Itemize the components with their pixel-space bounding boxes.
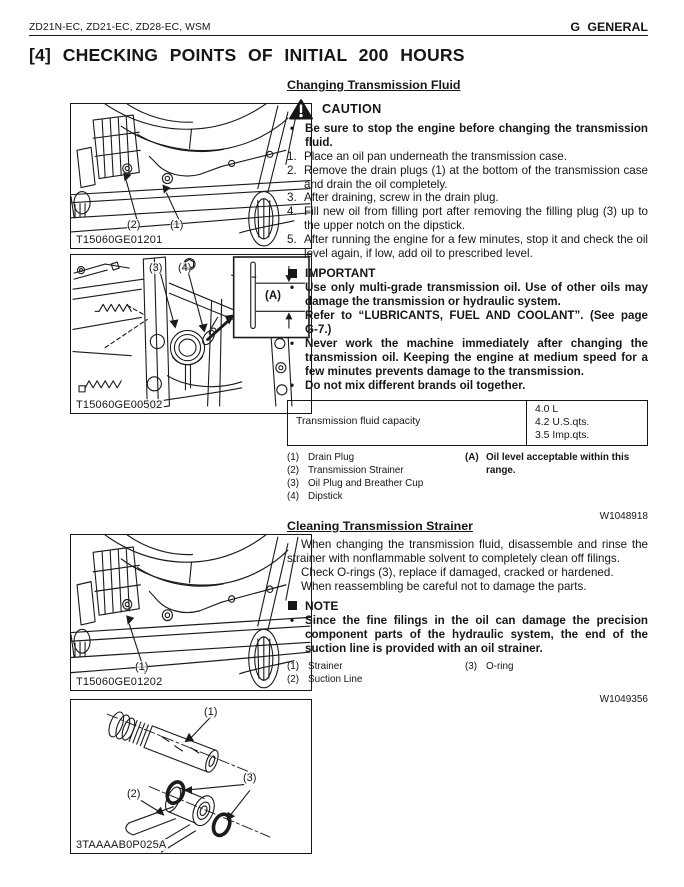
callout-label: (1): [135, 661, 149, 673]
capacity-values-cell: [527, 400, 648, 445]
legend-text: Oil Plug and Breather Cup: [308, 477, 424, 489]
square-marker-icon: [288, 269, 297, 278]
legend-item: [287, 464, 465, 477]
legend-item: [287, 660, 465, 673]
capacity-us-qts: 4.2 U.S.qts.: [535, 416, 590, 428]
strainer-diagram: [71, 700, 311, 853]
parts-legend: [287, 660, 648, 686]
capacity-liters: 4.0 L: [535, 403, 559, 415]
legend-number: (A): [465, 451, 479, 463]
paragraph: When changing the transmission fluid, disassemble and rinse the strainer with nonflammable solvent to completely clean off filings.: [287, 537, 648, 565]
callout-label: (4): [178, 262, 192, 274]
step-item: [287, 150, 648, 164]
legend-text: Transmission Strainer: [308, 464, 404, 476]
legend-number: (2): [287, 673, 300, 685]
section-cleaning-transmission-strainer: [287, 519, 648, 706]
important-text-sub: Refer to “LUBRICANTS, FUEL AND COOLANT”. (See page G-7.): [305, 309, 648, 337]
bullet-marker: [287, 281, 305, 337]
paragraph: When reassembling be careful not to damage the parts.: [301, 579, 587, 593]
bullet-marker: [287, 614, 305, 656]
filling-port-diagram: [71, 255, 311, 413]
figure-code: T15060GE01201: [76, 234, 163, 246]
header-model-codes: ZD21N-EC, ZD21-EC, ZD28-EC, WSM: [29, 22, 211, 33]
important-label: IMPORTANT: [305, 265, 376, 280]
important-header: [288, 266, 648, 280]
legend-right-column: [465, 451, 641, 503]
note-item: [287, 614, 648, 656]
legend-text: Dipstick: [308, 490, 343, 502]
legend-right-column: [465, 660, 641, 686]
section-heading: Cleaning Transmission Strainer: [287, 519, 473, 533]
callout-label-range: (A): [265, 290, 281, 302]
callout-label: (2): [127, 788, 141, 800]
step-item: [287, 164, 648, 192]
figure-strainer-parts: [70, 699, 312, 854]
important-item: [287, 379, 648, 393]
caution-label: CAUTION: [322, 101, 382, 116]
legend-left-column: [287, 451, 465, 503]
square-marker-icon: [288, 601, 297, 610]
caution-item: [287, 122, 648, 150]
step-number: 3.: [287, 191, 297, 205]
step-number: 5.: [287, 233, 297, 247]
important-text: Never work the machine immediately after changing the transmission oil. Keeping the engine at medium speed for a few minutes prevents damage to the transmission.: [305, 336, 648, 378]
important-text: Do not mix different brands oil together.: [305, 378, 526, 392]
caution-header: [289, 99, 648, 120]
note-header: [288, 599, 648, 613]
step-number: 2.: [287, 163, 297, 177]
legend-text: Drain Plug: [308, 451, 355, 463]
parts-legend: [287, 451, 648, 503]
underside-diagram: [71, 535, 311, 690]
figure-filling-plug-dipstick: [70, 254, 312, 414]
legend-left-column: [287, 660, 465, 686]
bullet-marker: [287, 379, 305, 393]
callout-label: (3): [243, 772, 257, 784]
legend-item: [287, 673, 465, 686]
legend-item: [287, 451, 465, 464]
figure-drain-plug: [70, 534, 312, 691]
important-item: [287, 337, 648, 379]
paragraph: Check O-rings (3), replace if damaged, cracked or hardened.: [301, 565, 614, 579]
step-text: Remove the drain plugs (1) at the bottom of the transmission case and drain the oil completely.: [304, 163, 648, 191]
step-item: [287, 191, 648, 205]
capacity-table: [287, 400, 648, 446]
step-text: Place an oil pan underneath the transmission case.: [304, 149, 567, 163]
step-text: After draining, screw in the drain plug.: [304, 191, 499, 205]
note-text: Since the fine filings in the oil can damage the precision component parts of the hydraulic system, the end of the suction line is provided with an oil strainer.: [305, 613, 648, 655]
caution-text: Be sure to stop the engine before changing the transmission fluid.: [305, 121, 648, 149]
legend-number: (3): [465, 660, 478, 672]
legend-text: Suction Line: [308, 673, 363, 685]
callout-label: (1): [170, 219, 184, 231]
underside-diagram: [71, 104, 311, 248]
reference-code: W1048918: [599, 510, 648, 522]
capacity-label-cell: Transmission fluid capacity: [288, 400, 527, 445]
section-changing-transmission-fluid: [287, 78, 648, 523]
note-label: NOTE: [305, 598, 339, 613]
legend-text: Oil level acceptable within this range.: [486, 451, 630, 476]
figure-code: 3TAAAAB0P025A: [76, 839, 167, 851]
reference-code: W1049356: [599, 693, 648, 705]
step-item: [287, 233, 648, 261]
callout-label: (3): [149, 262, 163, 274]
important-item: [287, 281, 648, 337]
legend-number: (1): [287, 660, 300, 672]
callout-label: (1): [204, 706, 218, 718]
header-section-label: G GENERAL: [570, 20, 648, 34]
page-title: [4] CHECKING POINTS OF INITIAL 200 HOURS: [29, 45, 465, 65]
legend-item: [287, 477, 465, 490]
important-text-main: Use only multi-grade transmission oil. Use of other oils may damage the transmission or hydraulic system.: [305, 281, 648, 309]
bullet-marker: [287, 337, 305, 379]
step-item: [287, 205, 648, 233]
caution-triangle-icon: [289, 99, 313, 120]
callout-label: (2): [127, 219, 141, 231]
step-number: 1.: [287, 149, 297, 163]
figure-code: T15060GE00502: [76, 399, 163, 411]
legend-text: O-ring: [486, 660, 514, 672]
step-number: 4.: [287, 205, 297, 219]
legend-text: Strainer: [308, 660, 343, 672]
legend-item: [465, 660, 641, 673]
legend-number: (3): [287, 477, 300, 489]
legend-item: [465, 451, 641, 477]
capacity-imp-qts: 3.5 Imp.qts.: [535, 430, 590, 442]
table-row: [288, 400, 648, 445]
important-text: [305, 281, 648, 337]
step-text: After running the engine for a few minutes, stop it and check the oil level again, if low, add oil to prescribed level.: [304, 233, 648, 261]
legend-number: (1): [287, 451, 300, 463]
legend-number: (2): [287, 464, 300, 476]
legend-number: (4): [287, 490, 300, 502]
figure-drain-plugs: [70, 103, 312, 249]
step-text: Fill new oil from filling port after removing the filling plug (3) up to the upper notch on the dipstick.: [304, 205, 648, 233]
section-heading: Changing Transmission Fluid: [287, 78, 461, 92]
bullet-marker: [287, 122, 305, 150]
page-header: [29, 18, 648, 36]
legend-item: [287, 490, 465, 503]
figure-code: T15060GE01202: [76, 676, 163, 688]
